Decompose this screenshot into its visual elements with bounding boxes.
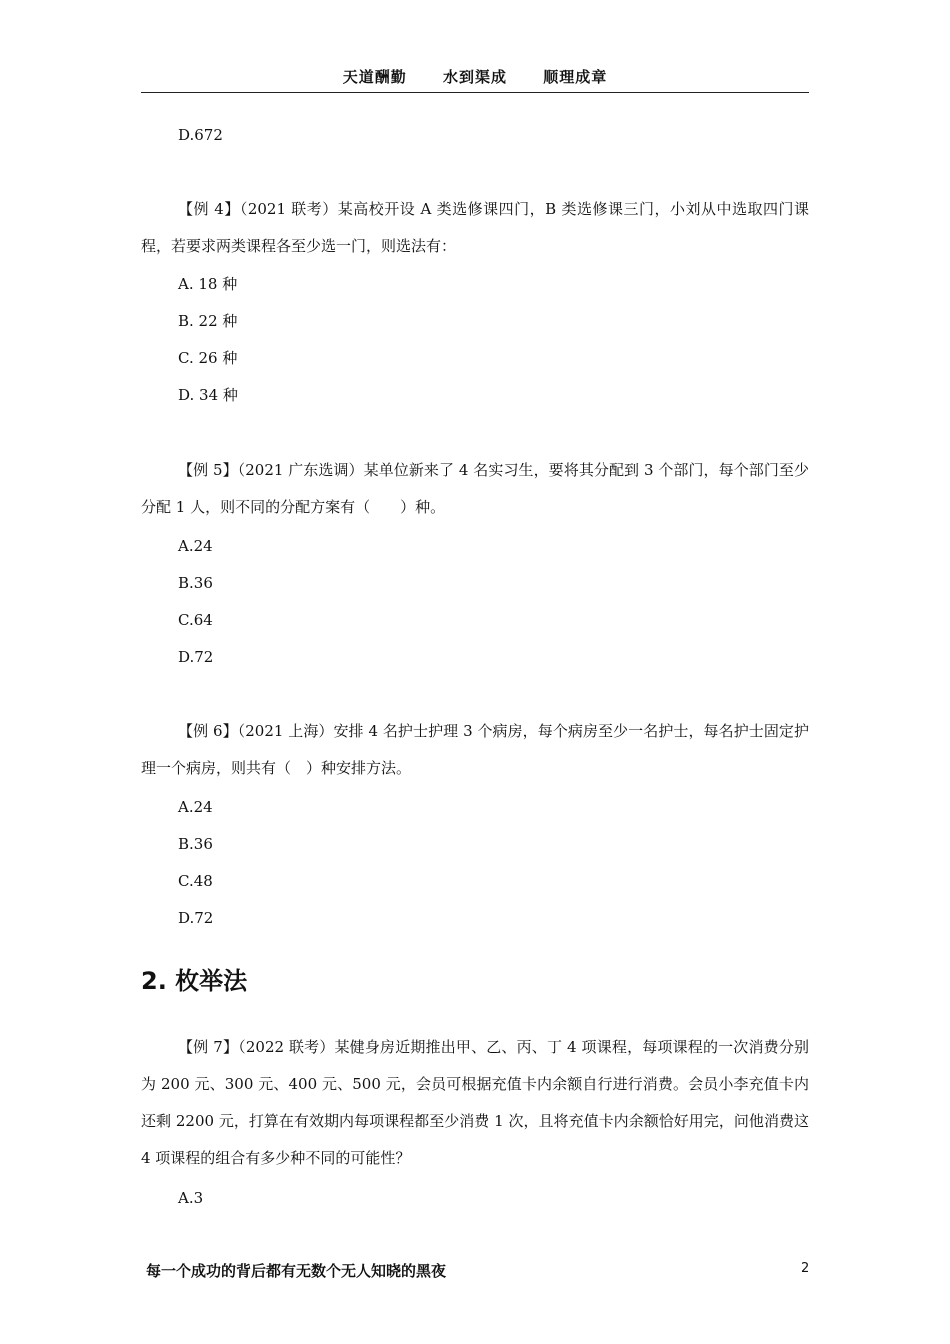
header-motto-3: 顺理成章 bbox=[543, 68, 608, 86]
example-4-option-b: B. 22 种 bbox=[178, 312, 238, 330]
example-6-option-c: C.48 bbox=[178, 872, 213, 890]
example-5-option-b: B.36 bbox=[178, 574, 213, 592]
header-motto-1: 天道酬勤 bbox=[342, 68, 407, 86]
section-heading: 2. 枚举法 bbox=[141, 967, 248, 995]
example-7-question: 【例 7】（2022 联考）某健身房近期推出甲、乙、丙、丁 4 项课程，每项课程的一次消费分别为 200 元、300 元、400 元、500 元，会员可根据充值卡内余额自行进行消费。会员小李充值卡内还剩 2200 元，打算在有效期内每项课程都至少消费 1 次，且将充值卡内余额恰好用完，问他消费这 4 项课程的组合有多少种不同的可能性？ bbox=[141, 1038, 809, 1167]
example-6-option-b: B.36 bbox=[178, 835, 213, 853]
example-5-option-d: D.72 bbox=[178, 648, 214, 666]
example-4-option-c: C. 26 种 bbox=[178, 349, 238, 367]
header-motto-2: 水到渠成 bbox=[442, 68, 507, 86]
example-4-question: 【例 4】（2021 联考）某高校开设 A 类选修课四门，B 类选修课三门，小刘从中选取四门课程，若要求两类课程各至少选一门，则选法有： bbox=[141, 200, 809, 255]
example-5-question: 【例 5】（2021 广东选调）某单位新来了 4 名实习生，要将其分配到 3 个部门，每个部门至少分配 1 人，则不同的分配方案有（ ）种。 bbox=[141, 461, 809, 516]
example-6-option-a: A.24 bbox=[178, 798, 213, 816]
example-7-option-a: A.3 bbox=[178, 1189, 204, 1207]
footer-motto: 每一个成功的背后都有无数个无人知晓的黑夜 bbox=[146, 1262, 447, 1280]
example-6-question: 【例 6】（2021 上海）安排 4 名护士护理 3 个病房，每个病房至少一名护士，每名护士固定护理一个病房，则共有（ ）种安排方法。 bbox=[141, 722, 809, 777]
example-5-option-c: C.64 bbox=[178, 611, 213, 629]
page-number: 2 bbox=[801, 1261, 810, 1276]
example-6-option-d: D.72 bbox=[178, 909, 214, 927]
example-5-option-a: A.24 bbox=[178, 537, 213, 555]
page-header bbox=[141, 66, 809, 93]
option-d-previous: D.672 bbox=[178, 126, 223, 144]
example-4-option-d: D. 34 种 bbox=[178, 386, 238, 404]
example-4-option-a: A. 18 种 bbox=[178, 275, 238, 293]
